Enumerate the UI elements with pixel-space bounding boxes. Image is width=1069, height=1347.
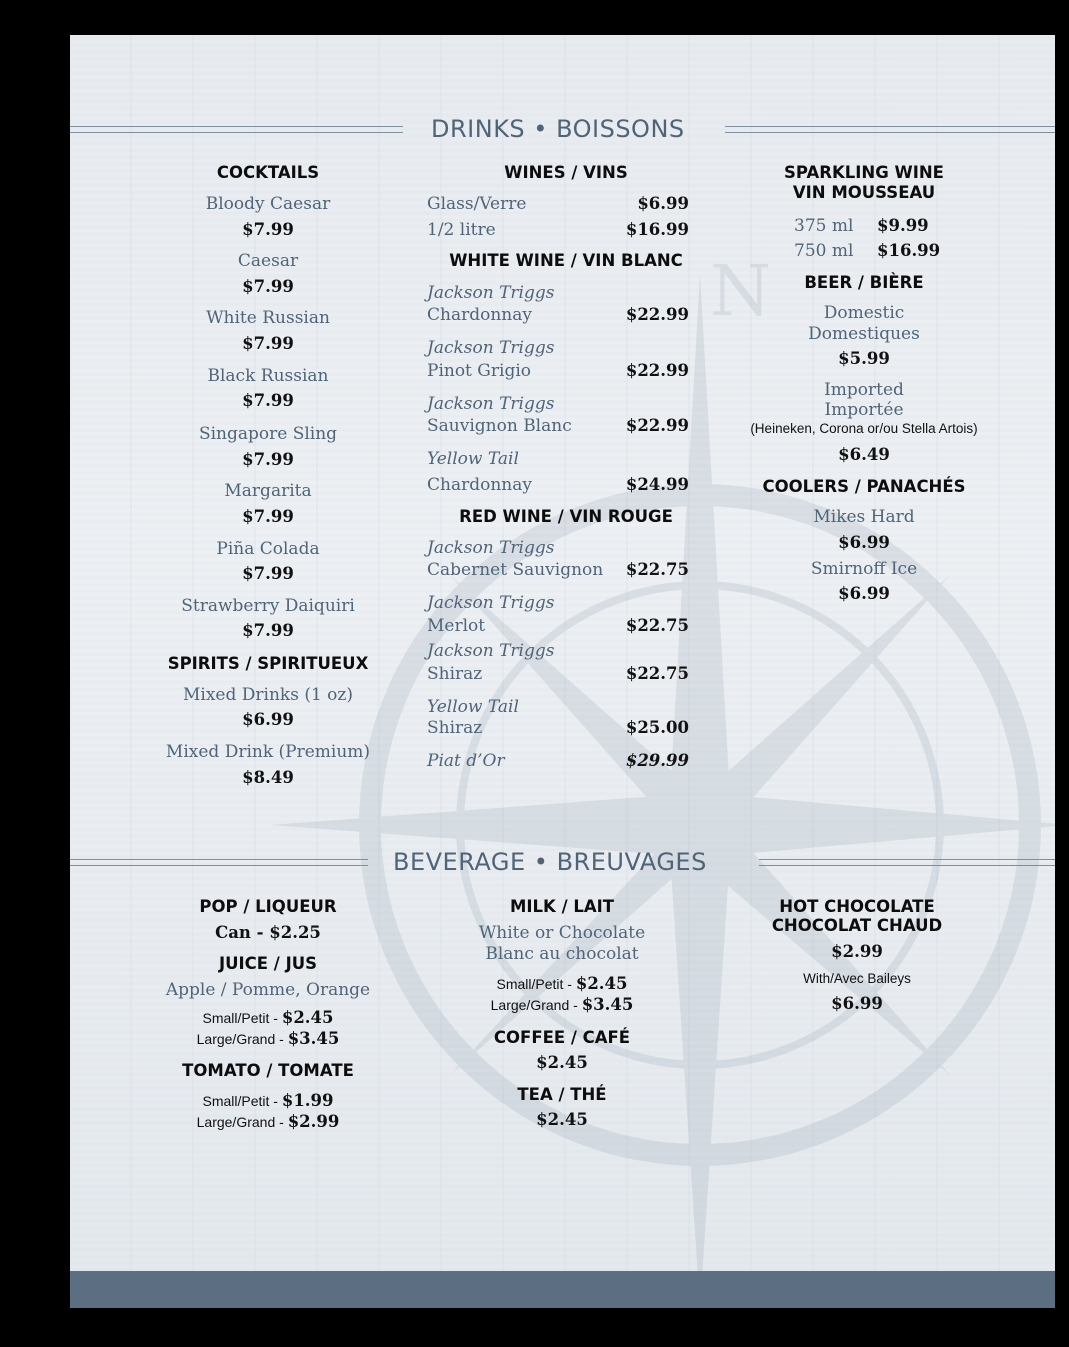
footer-bar (70, 1271, 1055, 1308)
cocktail-name: Singapore Sling (198, 424, 338, 444)
hot-chocolate-baileys-price: $6.99 (831, 994, 883, 1013)
wine-brand: Piat d’Or (427, 751, 505, 771)
hot-chocolate-heading-2: CHOCOLAT CHAUD (771, 916, 943, 935)
coffee-heading: COFFEE / CAFÉ (493, 1028, 631, 1047)
wine-price: $24.99 (625, 475, 689, 494)
wine-price: $22.75 (625, 616, 689, 635)
spirit-price: $6.99 (242, 710, 294, 729)
cocktail-name: Margarita (224, 481, 312, 501)
wine-brand: Jackson Triggs (427, 338, 555, 358)
wine-brand: Jackson Triggs (427, 593, 555, 613)
beer-imported-fr: Importée (824, 400, 904, 420)
wine-name: 1/2 litre (427, 220, 496, 240)
spirit-name: Mixed Drinks (1 oz) (182, 685, 354, 705)
beer-imported-price: $6.49 (838, 445, 890, 464)
cocktail-price: $7.99 (242, 507, 294, 526)
wine-variety: Chardonnay (427, 475, 532, 495)
red-wine-heading: RED WINE / VIN ROUGE (459, 507, 673, 526)
cocktail-name: Black Russian (207, 366, 329, 386)
cooler-price: $6.99 (838, 584, 890, 603)
cocktail-price: $7.99 (242, 334, 294, 353)
wine-price: $6.99 (637, 194, 689, 213)
milk-line-2: Blanc au chocolat (485, 944, 639, 964)
cocktails-heading: COCKTAILS (216, 163, 320, 182)
coolers-heading: COOLERS / PANACHÉS (762, 477, 966, 496)
sparkling-price: $9.99 (877, 216, 929, 235)
wine-price: $25.00 (625, 718, 689, 737)
white-wine-heading: WHITE WINE / VIN BLANC (449, 251, 683, 270)
wine-price: $22.75 (625, 664, 689, 683)
wine-variety: Cabernet Sauvignon (427, 560, 604, 580)
juice-flavours: Apple / Pomme, Orange (165, 980, 371, 1000)
sparkling-price: $16.99 (877, 241, 941, 260)
cocktail-name: Bloody Caesar (205, 194, 331, 214)
sparkling-size: 750 ml (794, 241, 854, 261)
cocktail-name: Piña Colada (216, 539, 320, 559)
cocktail-price: $7.99 (242, 450, 294, 469)
hot-chocolate-price: $2.99 (831, 942, 883, 961)
wine-variety: Shiraz (427, 664, 483, 684)
wine-brand: Jackson Triggs (427, 641, 555, 661)
wine-brand: Jackson Triggs (427, 394, 555, 414)
beverage-title: BEVERAGE • BREUVAGES (393, 848, 707, 876)
wine-price: $22.99 (625, 416, 689, 435)
drinks-rule-right (725, 126, 1055, 133)
beer-heading: BEER / BIÈRE (804, 273, 924, 292)
wine-name: Glass/Verre (427, 194, 527, 214)
juice-heading: JUICE / JUS (219, 954, 317, 973)
cocktail-price: $7.99 (242, 391, 294, 410)
wine-price: $16.99 (625, 220, 689, 239)
spirit-price: $8.49 (242, 768, 294, 787)
wines-heading: WINES / VINS (504, 163, 628, 182)
cocktail-price: $7.99 (242, 220, 294, 239)
milk-small: Small/Petit - $2.45 (496, 974, 628, 993)
tomato-large: Large/Grand - $2.99 (196, 1112, 340, 1131)
beer-domestic: Domestic (823, 303, 905, 323)
beverage-rule-left (70, 859, 368, 866)
hot-chocolate-baileys-label: With/Avec Baileys (803, 971, 911, 986)
sparkling-size: 375 ml (794, 216, 854, 236)
menu-page (70, 35, 1055, 1308)
wine-price: $22.99 (625, 361, 689, 380)
beer-imported: Imported (824, 380, 904, 400)
sparkling-heading-1: SPARKLING WINE (784, 163, 944, 182)
cocktail-price: $7.99 (242, 621, 294, 640)
drinks-rule-left (70, 126, 403, 133)
tomato-small: Small/Petit - $1.99 (202, 1091, 334, 1110)
beer-domestic-price: $5.99 (838, 349, 890, 368)
wine-price: $22.75 (625, 560, 689, 579)
drinks-title: DRINKS • BOISSONS (431, 115, 685, 143)
beer-domestic-fr: Domestiques (808, 324, 920, 344)
cocktail-name: White Russian (206, 308, 330, 328)
cocktail-price: $7.99 (242, 564, 294, 583)
wine-variety: Merlot (427, 616, 486, 636)
svg-text:N: N (710, 250, 772, 332)
wine-brand: Yellow Tail (427, 697, 519, 717)
cocktail-name: Strawberry Daiquiri (181, 596, 355, 616)
cooler-name: Smirnoff Ice (810, 559, 918, 579)
spirits-heading: SPIRITS / SPIRITUEUX (167, 654, 369, 673)
wine-variety: Sauvignon Blanc (427, 416, 572, 436)
wine-price: $22.99 (625, 305, 689, 324)
wine-variety: Chardonnay (427, 305, 532, 325)
pop-price: Can - $2.25 (215, 923, 321, 942)
spirit-name: Mixed Drink (Premium) (165, 742, 371, 762)
cocktail-price: $7.99 (242, 277, 294, 296)
pop-heading: POP / LIQUEUR (199, 897, 337, 916)
juice-large: Large/Grand - $3.45 (196, 1029, 340, 1048)
wine-brand: Jackson Triggs (427, 538, 555, 558)
cocktail-name: Caesar (237, 251, 299, 271)
tomato-heading: TOMATO / TOMATE (182, 1061, 354, 1080)
cooler-price: $6.99 (838, 533, 890, 552)
cooler-name: Mikes Hard (813, 507, 915, 527)
coffee-price: $2.45 (536, 1053, 588, 1072)
beer-imported-note: (Heineken, Corona or/ou Stella Artois) (750, 421, 978, 436)
tea-price: $2.45 (536, 1110, 588, 1129)
milk-heading: MILK / LAIT (509, 897, 615, 916)
beverage-rule-right (759, 859, 1055, 866)
wine-brand: Yellow Tail (427, 449, 519, 469)
wine-price: $29.99 (625, 751, 689, 770)
wine-variety: Pinot Grigio (427, 361, 531, 381)
wine-brand: Jackson Triggs (427, 283, 555, 303)
hot-chocolate-heading-1: HOT CHOCOLATE (779, 897, 935, 916)
sparkling-heading-2: VIN MOUSSEAU (792, 183, 936, 202)
wine-variety: Shiraz (427, 718, 483, 738)
milk-large: Large/Grand - $3.45 (490, 995, 634, 1014)
juice-small: Small/Petit - $2.45 (202, 1008, 334, 1027)
tea-heading: TEA / THÉ (517, 1085, 607, 1104)
milk-line-1: White or Chocolate (478, 923, 646, 943)
